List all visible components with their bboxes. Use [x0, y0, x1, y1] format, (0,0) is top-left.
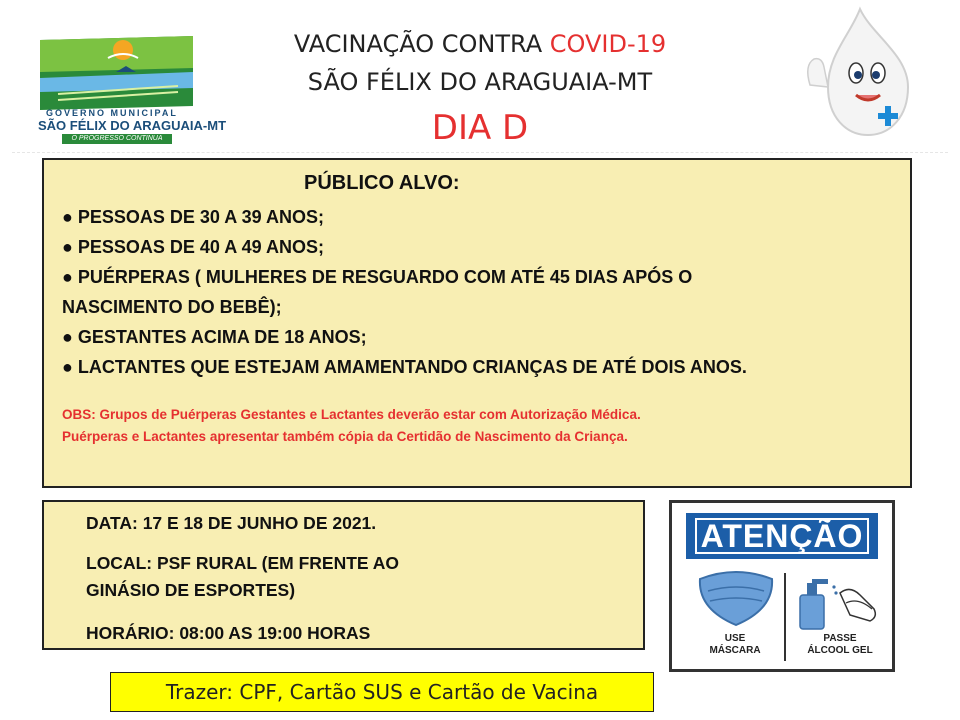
drop-mascot-icon	[790, 5, 920, 140]
header-separator	[12, 152, 948, 153]
campaign-title	[230, 30, 730, 58]
attention-sign-title	[686, 513, 878, 559]
target-public-list	[62, 202, 747, 382]
list-item: ● LACTANTES QUE ESTEJAM AMAMENTANDO CRIANÇAS DE ATÉ DOIS ANOS.	[62, 357, 747, 377]
event-location	[86, 550, 399, 604]
campaign-city: SÃO FÉLIX DO ARAGUAIA-MT	[307, 68, 653, 96]
logo-city: SÃO FÉLIX DO ARAGUAIA-MT	[38, 118, 227, 133]
list-item: ● PESSOAS DE 40 A 49 ANOS;	[62, 237, 324, 257]
list-item: ● PESSOAS DE 30 A 39 ANOS;	[62, 207, 324, 227]
observation-line: Puérperas e Lactantes apresentar também cópia da Certidão de Nascimento da Criança.	[62, 429, 628, 444]
use-mask-label-line: MÁSCARA	[709, 645, 761, 656]
list-item: NASCIMENTO DO BEBÊ);	[62, 297, 282, 317]
hand-sanitizer-icon	[794, 573, 886, 633]
bring-documents-banner: Trazer: CPF, Cartão SUS e Cartão de Vacina	[110, 672, 654, 712]
municipal-logo	[28, 28, 227, 146]
logo-slogan: O PROGRESSO CONTINUA	[62, 134, 172, 144]
use-gel-label-line: ÁLCOOL GEL	[807, 645, 873, 656]
event-hours: HORÁRIO: 08:00 AS 19:00 HORAS	[86, 623, 371, 643]
event-info-box	[42, 500, 645, 650]
face-mask-icon	[696, 569, 776, 631]
campaign-title-prefix: VACINAÇÃO CONTRA	[293, 30, 550, 58]
logo-title: GOVERNO MUNICIPAL	[46, 108, 178, 118]
event-location-line: GINÁSIO DE ESPORTES)	[86, 580, 296, 600]
use-gel-label-line: PASSE	[823, 633, 857, 644]
target-public-box	[42, 158, 912, 488]
use-mask-label	[690, 633, 780, 657]
campaign-day: DIA D	[431, 108, 529, 148]
sign-divider	[784, 573, 786, 661]
vaccine-drop-mascot	[790, 5, 920, 140]
event-date: DATA: 17 E 18 DE JUNHO DE 2021.	[86, 513, 377, 533]
event-location-line: LOCAL: PSF RURAL (EM FRENTE AO	[86, 553, 400, 573]
campaign-title-highlight: COVID-19	[549, 30, 667, 58]
observation-line: OBS: Grupos de Puérperas Gestantes e Lactantes deverão estar com Autorização Médica.	[62, 407, 641, 422]
target-public-title: PÚBLICO ALVO:	[304, 172, 460, 194]
use-mask-label-line: USE	[724, 633, 746, 644]
attention-title-text: ATENÇÃO	[693, 516, 872, 556]
observation-note	[62, 404, 641, 448]
list-item: ● GESTANTES ACIMA DE 18 ANOS;	[62, 327, 367, 347]
list-item: ● PUÉRPERAS ( MULHERES DE RESGUARDO COM ATÉ 45 DIAS APÓS O	[62, 267, 693, 287]
use-gel-label	[790, 633, 890, 657]
attention-sign	[669, 500, 895, 672]
